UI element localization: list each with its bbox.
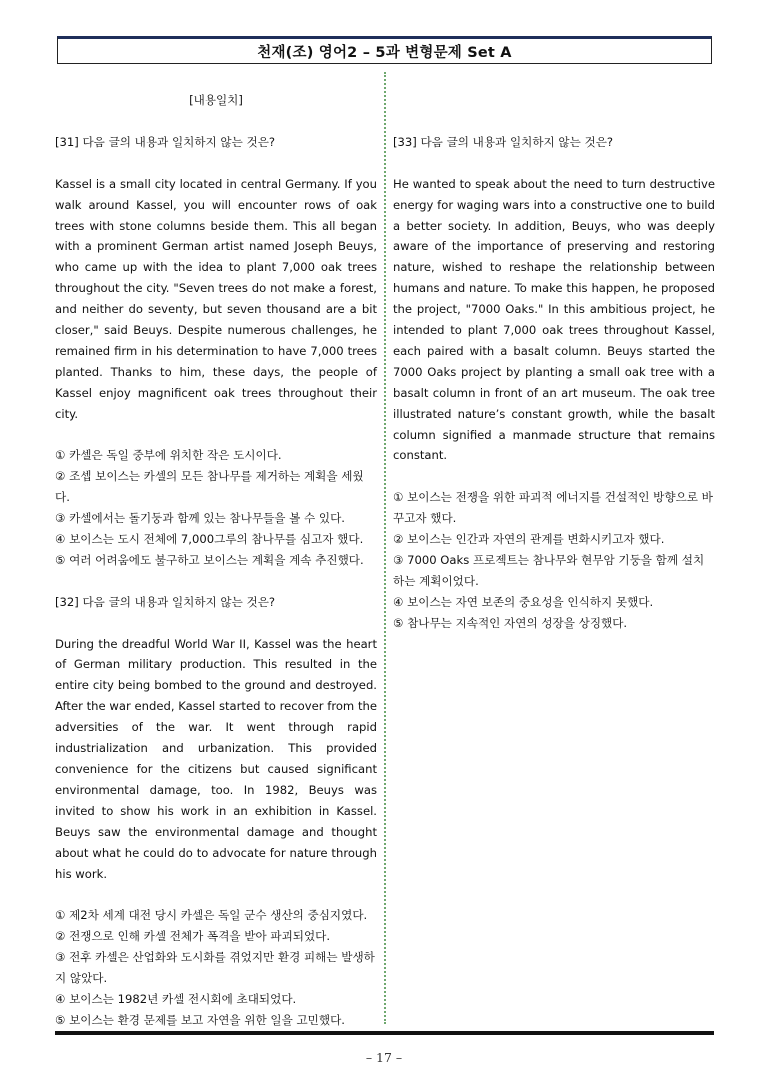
question-32-option-2: ② 전쟁으로 인해 카셀 전체가 폭격을 받아 파괴되었다. [55, 929, 331, 944]
page-title: 천재(조) 영어2 – 5과 변형문제 Set A [57, 36, 712, 64]
column-divider [384, 72, 386, 1024]
question-33-heading: [33] 다음 글의 내용과 일치하지 않는 것은? [393, 134, 614, 149]
question-32-option-1: ① 제2차 세계 대전 당시 카셀은 독일 군수 생산의 중심지였다. [55, 908, 368, 923]
right-column [393, 72, 715, 634]
question-32-heading: [32] 다음 글의 내용과 일치하지 않는 것은? [55, 594, 276, 609]
question-31-option-5: ⑤ 여러 어려움에도 불구하고 보이스는 계획을 계속 추진했다. [55, 552, 364, 567]
question-31-heading: [31] 다음 글의 내용과 일치하지 않는 것은? [55, 134, 276, 149]
question-32-passage: During the dreadful World War II, Kassel was the heart of German military production. This resulted in the entire city being bombed to the ground and destroyed. After the war ended, Kassel started to recover from the adversities of the war. It went through rapid industrialization and urbanization. This provided convenience for the citizens but caused significant environmental damage, too. In 1982, Beuys was invited to show his work in an exhibition in Kassel. Beuys saw the environmental damage and thought about what he could do to advocate for nature through his work. [55, 636, 377, 881]
question-31-option-2: ② 조셉 보이스는 카셀의 모든 참나무를 제거하는 계획을 세웠다. [55, 469, 364, 505]
question-32-option-5: ⑤ 보이스는 환경 문제를 보고 자연을 위한 일을 고민했다. [55, 1012, 345, 1027]
question-33-option-4: ④ 보이스는 자연 보존의 중요성을 인식하지 못했다. [393, 594, 654, 609]
question-31-option-4: ④ 보이스는 도시 전체에 7,000그루의 참나무를 심고자 했다. [55, 532, 364, 547]
question-33-passage: He wanted to speak about the need to turn destructive energy for waging wars into a constructive one to build a better society. In addition, Beuys, who was deeply aware of the importance of preserving and restoring nature, wished to reshape the relationship between humans and nature. To make this happen, he proposed the project, "7000 Oaks." In this ambitious project, he intended to plant 7,000 oak trees throughout Kassel, each paired with a basalt column. Beuys started the 7000 Oaks project by planting a small oak tree with a basalt column in front of an art museum. The oak tree illustrated nature’s constant growth, while the basalt column signified a manmade structure that remains constant. [393, 176, 715, 463]
section-label: [내용일치] [189, 93, 243, 107]
question-32-option-4: ④ 보이스는 1982년 카셀 전시회에 초대되었다. [55, 991, 297, 1006]
question-32-option-3: ③ 전후 카셀은 산업화와 도시화를 겪었지만 환경 피해는 발생하지 않았다. [55, 950, 375, 986]
question-33-option-2: ② 보이스는 인간과 자연의 관계를 변화시키고자 했다. [393, 532, 665, 547]
question-31-passage: Kassel is a small city located in central Germany. If you walk around Kassel, you will encounter rows of oak trees with stone columns beside them. This all began with a prominent German artist named Joseph Beuys, who came up with the idea to plant 7,000 oak trees throughout the city. "Seven trees do not make a forest, and neither do seventy, but seven thousand are a bit closer," said Beuys. Despite numerous challenges, he remained firm in his determination to have 7,000 trees planted. Thanks to him, these days, the people of Kassel enjoy magnificent oak trees throughout their city. [55, 176, 377, 421]
left-column [55, 72, 377, 1031]
footer-rule [55, 1031, 714, 1035]
question-33-option-5: ⑤ 참나무는 지속적인 자연의 성장을 상징했다. [393, 615, 628, 630]
question-33-option-3: ③ 7000 Oaks 프로젝트는 참나무와 현무암 기둥을 함께 설치하는 계획이었다. [393, 552, 705, 588]
question-31-option-1: ① 카셀은 독일 중부에 위치한 작은 도시이다. [55, 448, 282, 463]
page-number: – 17 – [365, 1050, 403, 1065]
question-33-option-1: ① 보이스는 전쟁을 위한 파괴적 에너지를 건설적인 방향으로 바꾸고자 했다. [393, 490, 713, 526]
question-31-option-3: ③ 카셀에서는 돌기둥과 함께 있는 참나무들을 볼 수 있다. [55, 511, 345, 526]
